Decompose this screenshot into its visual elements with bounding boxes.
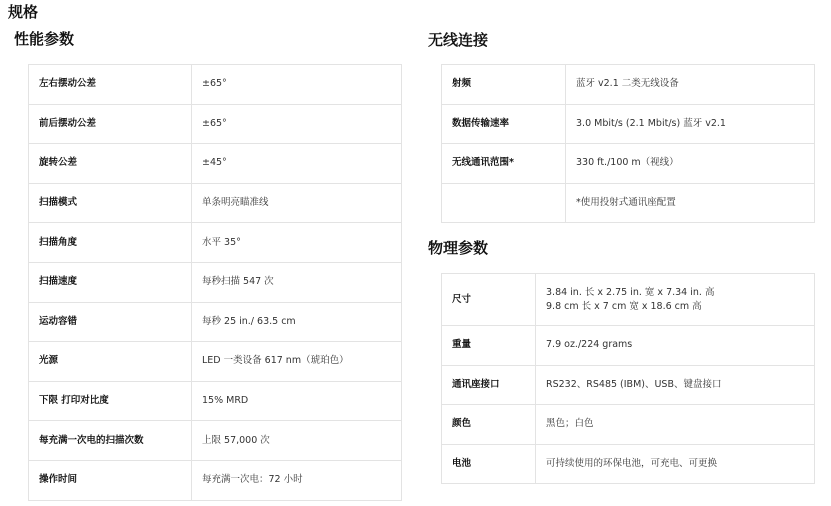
spec-value: 水平 35°	[192, 223, 402, 263]
table-row	[29, 381, 402, 421]
wireless-spec-table	[441, 64, 815, 223]
table-row	[29, 65, 402, 105]
physical-section-title: 物理参数	[428, 239, 489, 257]
spec-value: 每秒 25 in./ 63.5 cm	[192, 302, 402, 342]
table-row	[29, 262, 402, 302]
spec-value	[536, 274, 815, 326]
spec-label	[442, 183, 566, 223]
table-row	[442, 444, 815, 484]
spec-value: LED 一类设备 617 nm（琥珀色）	[192, 342, 402, 382]
spec-value: 单条明亮瞄准线	[192, 183, 402, 223]
table-row	[442, 405, 815, 445]
spec-label: 左右摆动公差	[29, 65, 192, 105]
table-row	[29, 302, 402, 342]
table-row	[29, 460, 402, 500]
spec-label: 前后摆动公差	[29, 104, 192, 144]
spec-value-line: 3.84 in. 长 x 2.75 in. 宽 x 7.34 in. 高	[546, 286, 715, 298]
table-row	[29, 104, 402, 144]
table-row	[442, 144, 815, 184]
spec-value: 可持续使用的环保电池，可充电、可更换	[536, 444, 815, 484]
spec-label: 扫描模式	[29, 183, 192, 223]
table-row	[29, 421, 402, 461]
spec-value-line: 9.8 cm 长 x 7 cm 宽 x 18.6 cm 高	[546, 300, 702, 312]
spec-footnote: *使用投射式通讯座配置	[566, 183, 815, 223]
spec-label: 扫描角度	[29, 223, 192, 263]
table-row	[442, 326, 815, 366]
spec-value: 330 ft./100 m（视线）	[566, 144, 815, 184]
spec-label: 扫描速度	[29, 262, 192, 302]
table-row	[29, 183, 402, 223]
spec-value: 黑色；白色	[536, 405, 815, 445]
spec-value: 上限 57,000 次	[192, 421, 402, 461]
spec-label: 下限 打印对比度	[29, 381, 192, 421]
table-row	[29, 223, 402, 263]
spec-value: 7.9 oz./224 grams	[536, 326, 815, 366]
spec-label: 光源	[29, 342, 192, 382]
spec-label: 旋转公差	[29, 144, 192, 184]
spec-value: ±65°	[192, 104, 402, 144]
spec-value: 每秒扫描 547 次	[192, 262, 402, 302]
spec-value: 蓝牙 v2.1 二类无线设备	[566, 65, 815, 105]
page-title: 规格	[8, 3, 39, 21]
spec-value: 每充满一次电：72 小时	[192, 460, 402, 500]
spec-label: 每充满一次电的扫描次数	[29, 421, 192, 461]
spec-label: 重量	[442, 326, 536, 366]
spec-value: RS232、RS485 (IBM)、USB、键盘接口	[536, 365, 815, 405]
spec-label: 电池	[442, 444, 536, 484]
performance-spec-table	[28, 64, 402, 501]
table-row	[29, 342, 402, 382]
table-row	[29, 144, 402, 184]
spec-value: ±65°	[192, 65, 402, 105]
spec-label: 射频	[442, 65, 566, 105]
spec-label: 无线通讯范围*	[442, 144, 566, 184]
spec-label: 操作时间	[29, 460, 192, 500]
table-row	[442, 104, 815, 144]
performance-section-title: 性能参数	[14, 30, 75, 48]
spec-value: ±45°	[192, 144, 402, 184]
spec-label: 尺寸	[442, 274, 536, 326]
table-row	[442, 65, 815, 105]
wireless-section-title: 无线连接	[428, 31, 489, 49]
spec-label: 数据传输速率	[442, 104, 566, 144]
table-row	[442, 183, 815, 223]
spec-label: 通讯座接口	[442, 365, 536, 405]
physical-spec-table	[441, 273, 815, 484]
spec-value: 3.0 Mbit/s (2.1 Mbit/s) 蓝牙 v2.1	[566, 104, 815, 144]
spec-label: 颜色	[442, 405, 536, 445]
spec-label: 运动容错	[29, 302, 192, 342]
table-row	[442, 274, 815, 326]
spec-value: 15% MRD	[192, 381, 402, 421]
table-row	[442, 365, 815, 405]
